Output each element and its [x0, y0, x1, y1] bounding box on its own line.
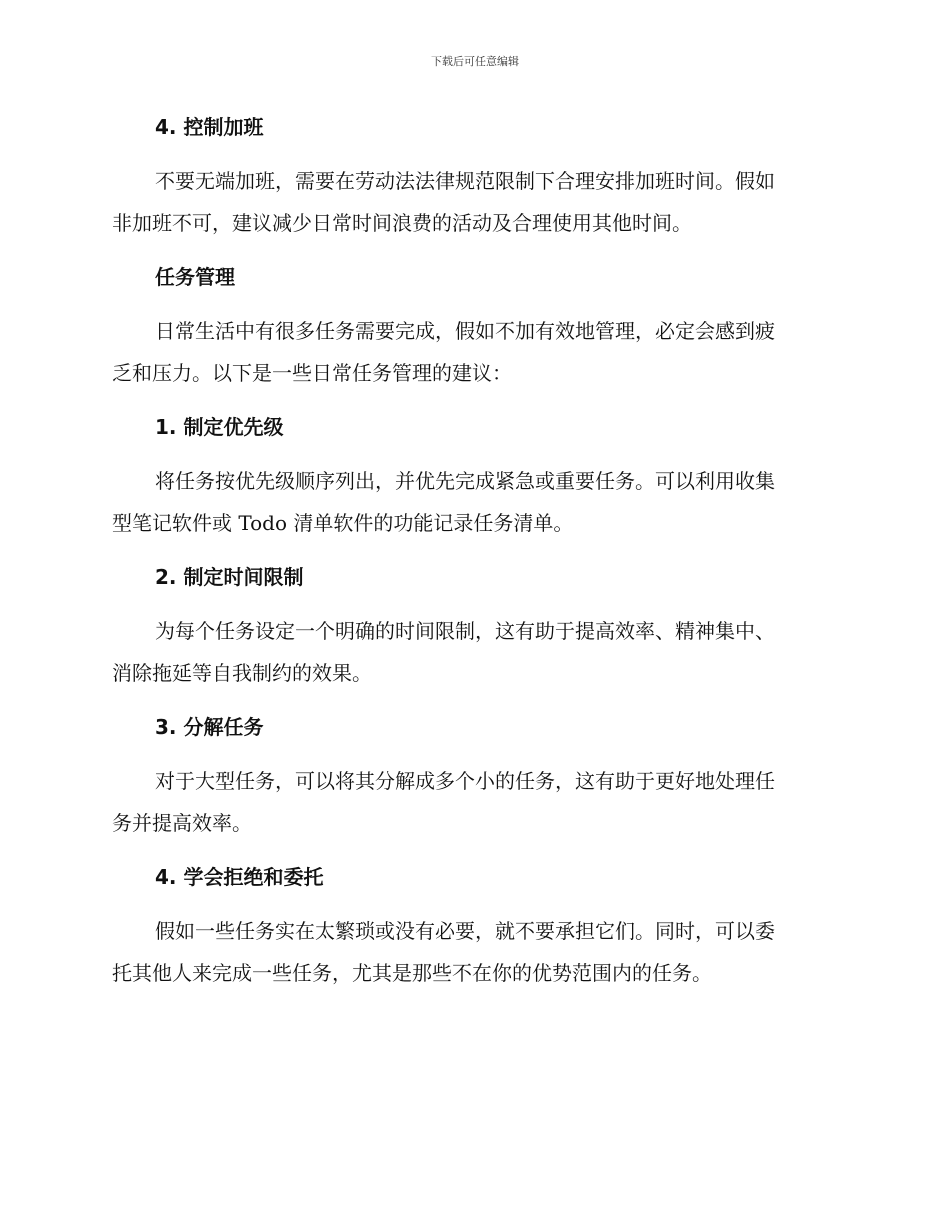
paragraph-control-overtime — [112, 160, 832, 244]
paragraph-set-priority — [112, 460, 832, 544]
paragraph-line: 托其他人来完成一些任务，尤其是那些不在你的优势范围内的任务。 — [112, 961, 712, 985]
section-heading-time-limit: 2. 制定时间限制 — [155, 565, 304, 589]
paragraph-line: 乏和压力。以下是一些日常任务管理的建议： — [112, 361, 512, 385]
document-body — [112, 108, 832, 1008]
paragraph-line: 消除拖延等自我制约的效果。 — [112, 661, 372, 685]
section-heading-task-management: 任务管理 — [155, 265, 235, 289]
paragraph-time-limit — [112, 610, 832, 694]
paragraph-line: 非加班不可，建议减少日常时间浪费的活动及合理使用其他时间。 — [112, 211, 692, 235]
paragraph-line: 对于大型任务，可以将其分解成多个小的任务，这有助于更好地处理任 — [155, 769, 775, 793]
paragraph-line: 为每个任务设定一个明确的时间限制，这有助于提高效率、精神集中、 — [155, 619, 775, 643]
section-heading-refuse-and-delegate: 4. 学会拒绝和委托 — [155, 865, 324, 889]
paragraph-line: 型笔记软件或 Todo 清单软件的功能记录任务清单。 — [112, 511, 574, 535]
section-heading-control-overtime: 4. 控制加班 — [155, 115, 264, 139]
paragraph-line: 日常生活中有很多任务需要完成，假如不加有效地管理，必定会感到疲 — [155, 319, 775, 343]
paragraph-break-down-tasks — [112, 760, 832, 844]
paragraph-line: 务并提高效率。 — [112, 811, 252, 835]
paragraph-line: 假如一些任务实在太繁琐或没有必要，就不要承担它们。同时，可以委 — [155, 919, 775, 943]
paragraph-line: 不要无端加班，需要在劳动法法律规范限制下合理安排加班时间。假如 — [155, 169, 775, 193]
paragraph-task-management — [112, 310, 832, 394]
paragraph-line: 将任务按优先级顺序列出，并优先完成紧急或重要任务。可以利用收集 — [155, 469, 775, 493]
paragraph-refuse-and-delegate — [112, 910, 832, 994]
section-heading-break-down-tasks: 3. 分解任务 — [155, 715, 264, 739]
section-heading-set-priority: 1. 制定优先级 — [155, 415, 284, 439]
page-header: 下载后可任意编辑 — [431, 55, 519, 68]
